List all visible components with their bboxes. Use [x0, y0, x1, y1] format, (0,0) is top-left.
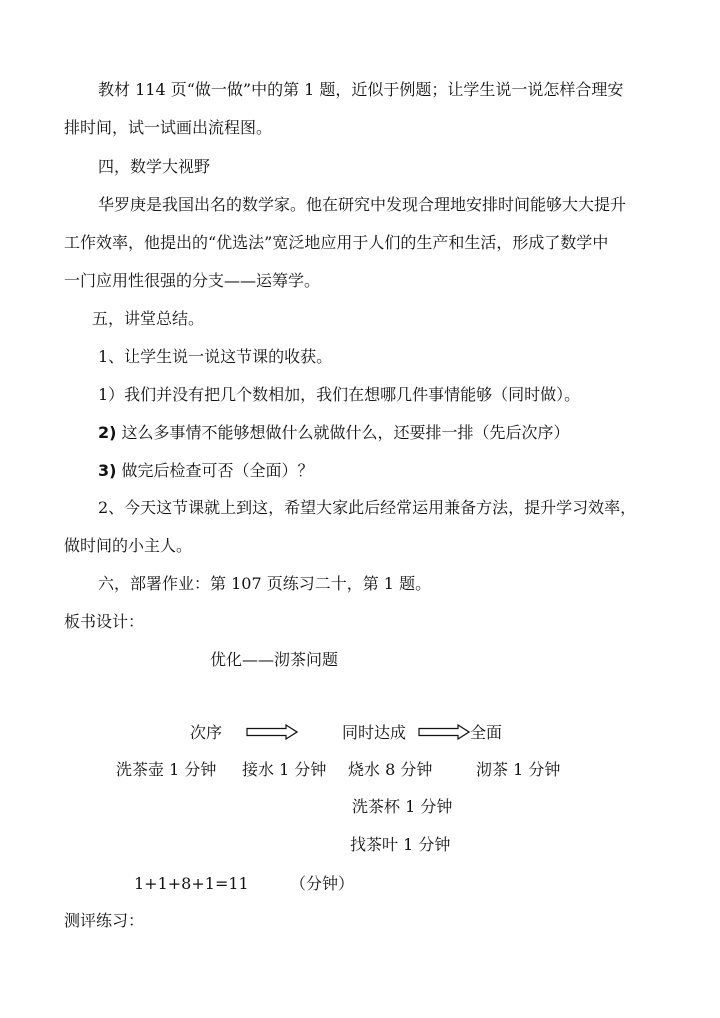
task-boil-water: 烧水 8 分钟	[348, 760, 433, 779]
flow-step-order: 次序	[190, 723, 223, 742]
paragraph-line: 教材 114 页“做一做”中的第 1 题，近似于例题；让学生说一说怎样合理安	[98, 80, 624, 99]
task-find-leaves: 找茶叶 1 分钟	[350, 835, 451, 854]
list-item: 做时间的小主人。	[64, 536, 193, 555]
time-formula: 1+1+8+1=11	[134, 874, 249, 893]
subitem-text: 做完后检查可否（全面）？	[116, 461, 314, 480]
task-wash-cups: 洗茶杯 1 分钟	[352, 797, 453, 816]
task-fetch-water: 接水 1 分钟	[242, 760, 327, 779]
double-arrow-icon	[418, 724, 470, 740]
task-make-tea: 沏茶 1 分钟	[476, 760, 561, 779]
practice-heading: 测评练习：	[64, 911, 145, 930]
paragraph-line: 一门应用性很强的分支——运筹学。	[64, 271, 321, 290]
paragraph-line: 排时间，试一试画出流程图。	[64, 118, 273, 137]
double-arrow-icon	[246, 724, 298, 740]
section-heading: 六，部署作业：第 107 页练习二十，第 1 题。	[98, 574, 432, 593]
board-heading: 板书设计：	[64, 612, 145, 631]
time-unit: （分钟）	[290, 874, 355, 893]
list-subitem	[98, 461, 314, 481]
paragraph-line: 华罗庚是我国出名的数学家。他在研究中发现合理地安排时间能够大大提升	[98, 195, 627, 214]
list-subitem	[98, 423, 570, 443]
board-title: 优化——沏茶问题	[210, 650, 339, 669]
paragraph-line: 工作效率，他提出的“优选法”宽泛地应用于人们的生产和生活，形成了数学中	[64, 233, 609, 252]
task-wash-pot: 洗茶壶 1 分钟	[116, 760, 217, 779]
section-heading: 五，讲堂总结。	[92, 309, 205, 328]
subitem-number: 3)	[98, 461, 117, 480]
subitem-number: 2)	[98, 423, 117, 442]
list-item: 1、让学生说一说这节课的收获。	[98, 347, 333, 366]
list-subitem: 1）我们并没有把几个数相加，我们在想哪几件事情能够（同时做）。	[98, 385, 581, 404]
flow-step-complete: 全面	[470, 723, 503, 742]
subitem-text: 这么多事情不能够想做什么就做什么，还要排一排（先后次序）	[116, 423, 570, 442]
flow-step-simultaneous: 同时达成	[342, 723, 407, 742]
section-heading: 四，数学大视野	[98, 157, 211, 176]
list-item: 2、今天这节课就上到这，希望大家此后经常运用兼备方法，提升学习效率，	[98, 498, 637, 517]
